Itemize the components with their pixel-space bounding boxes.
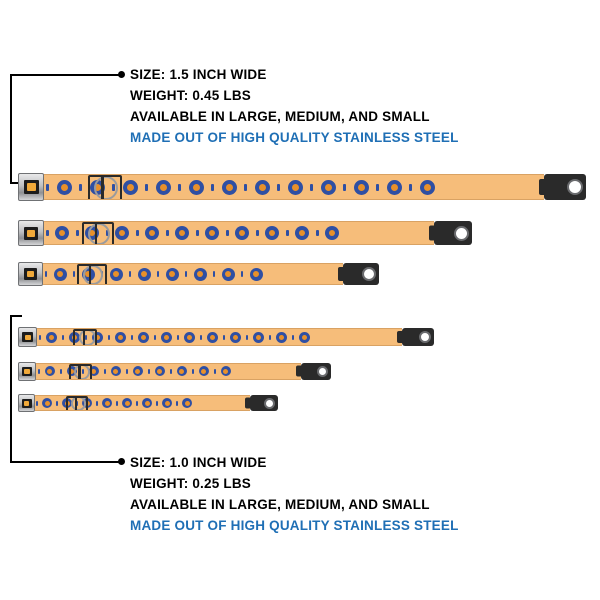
annotation-line-size: SIZE: 1.5 INCH WIDE: [130, 67, 267, 82]
annotation-block-narrow: [130, 452, 459, 536]
annotation-line-available: AVAILABLE IN LARGE, MEDIUM, AND SMALL: [130, 497, 430, 512]
strap-adjuster-slider: [77, 264, 107, 285]
strap-adjuster-slider: [73, 329, 97, 346]
leader-vertical-bar-top: [10, 74, 12, 184]
annotation-line-available: AVAILABLE IN LARGE, MEDIUM, AND SMALL: [130, 109, 430, 124]
leader-horizontal-top: [10, 74, 122, 76]
snap-clip-icon: [250, 395, 278, 411]
leader-line-top: [10, 74, 122, 184]
collar-narrow-large[interactable]: [18, 325, 434, 349]
strap-adjuster-slider: [66, 396, 88, 411]
strap-adjuster-slider: [82, 222, 114, 245]
strap-adjuster-slider: [88, 175, 122, 200]
seatbelt-buckle-icon: [18, 262, 43, 286]
collar-wide-large[interactable]: [18, 172, 586, 202]
seatbelt-buckle-icon: [18, 394, 35, 412]
seatbelt-buckle-icon: [18, 327, 37, 347]
annotation-line-material: MADE OUT OF HIGH QUALITY STAINLESS STEEL: [130, 130, 459, 145]
snap-clip-icon: [402, 328, 434, 346]
annotation-line-weight: WEIGHT: 0.25 LBS: [130, 476, 251, 491]
collar-narrow-small[interactable]: [18, 392, 278, 414]
leader-dot-top: [118, 71, 125, 78]
snap-clip-icon: [544, 174, 586, 200]
snap-clip-icon: [301, 363, 331, 380]
seatbelt-buckle-icon: [18, 173, 44, 201]
annotation-line-weight: WEIGHT: 0.45 LBS: [130, 88, 251, 103]
collar-wide-medium[interactable]: [18, 218, 472, 248]
seatbelt-buckle-icon: [18, 362, 36, 381]
webbing-strap: [37, 328, 402, 346]
webbing-strap: [35, 395, 250, 411]
annotation-line-size: SIZE: 1.0 INCH WIDE: [130, 455, 267, 470]
webbing-strap: [44, 221, 434, 245]
collar-narrow-medium[interactable]: [18, 360, 331, 382]
webbing-strap: [44, 174, 544, 200]
annotation-block-wide: [130, 64, 459, 148]
leader-dot-bottom: [118, 458, 125, 465]
collar-wide-small[interactable]: [18, 260, 379, 288]
annotation-line-material: MADE OUT OF HIGH QUALITY STAINLESS STEEL: [130, 518, 459, 533]
leader-horizontal-bottom: [10, 461, 122, 463]
leader-horizontal-top: [10, 315, 22, 317]
snap-clip-icon: [434, 221, 472, 245]
webbing-strap: [43, 263, 343, 285]
webbing-strap: [36, 363, 301, 380]
strap-adjuster-slider: [69, 364, 92, 380]
seatbelt-buckle-icon: [18, 220, 44, 246]
snap-clip-icon: [343, 263, 379, 285]
leader-vertical-bar-bottom: [10, 315, 12, 463]
